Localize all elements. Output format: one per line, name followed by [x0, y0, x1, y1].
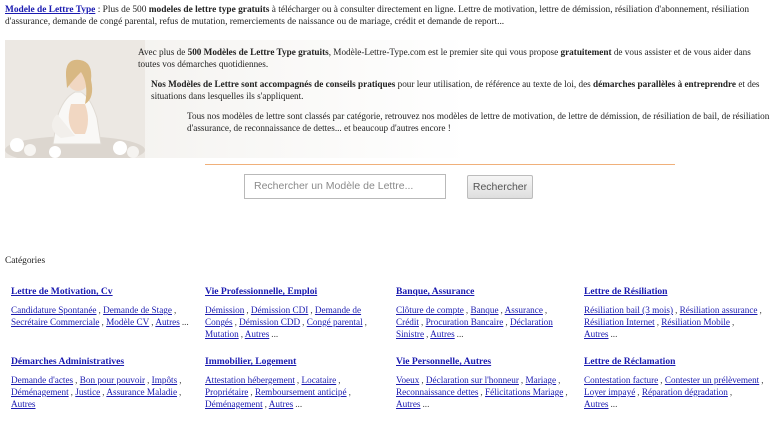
- more-ellipsis: ...: [610, 399, 618, 409]
- banner-bold: démarches parallèles à entreprendre: [593, 79, 737, 89]
- category-link[interactable]: Démission CDD: [239, 317, 301, 327]
- category-links: [584, 374, 764, 410]
- link-separator: ,: [565, 387, 568, 397]
- link-separator: ,: [240, 329, 245, 339]
- category-link[interactable]: Démission: [205, 305, 245, 315]
- category-links: [205, 374, 385, 410]
- category-link[interactable]: Procuration Bancaire: [425, 317, 504, 327]
- category-block: [205, 286, 385, 340]
- category-link[interactable]: Déclaration Sinistre: [396, 317, 553, 339]
- category-title-link[interactable]: Lettre de Motivation, Cv: [11, 286, 113, 297]
- category-link[interactable]: Autres: [430, 329, 455, 339]
- link-separator: ,: [637, 387, 642, 397]
- intro-text-1: : Plus de 500: [95, 5, 149, 15]
- link-separator: ,: [179, 387, 182, 397]
- link-separator: ,: [544, 305, 548, 315]
- link-separator: ,: [426, 329, 431, 339]
- category-link[interactable]: Clôture de compte: [396, 305, 464, 315]
- category-link[interactable]: Modèle CV: [106, 317, 150, 327]
- category-link[interactable]: Assurance: [504, 305, 543, 315]
- link-separator: ,: [179, 375, 182, 385]
- category-link[interactable]: Demande de Stage: [103, 305, 172, 315]
- category-heading: [396, 286, 576, 298]
- category-link[interactable]: Déménagement: [205, 399, 263, 409]
- link-separator: ,: [500, 305, 505, 315]
- category-block: [11, 286, 191, 328]
- link-separator: ,: [264, 399, 269, 409]
- link-separator: ,: [246, 305, 251, 315]
- more-ellipsis: ...: [181, 317, 189, 327]
- banner-text: , Modèle-Lettre-Type.com est le premier site qui vous propose: [328, 47, 561, 57]
- category-link[interactable]: Autres: [584, 329, 609, 339]
- category-block: [584, 286, 764, 340]
- category-link[interactable]: Résiliation Mobile: [661, 317, 730, 327]
- category-links: [205, 304, 385, 340]
- category-link[interactable]: Propriétaire: [205, 387, 249, 397]
- banner-text: de vous assister et de vous aider dans toutes vos démarches quotidiennes.: [138, 47, 751, 70]
- link-separator: ,: [731, 317, 735, 327]
- more-ellipsis: ...: [456, 329, 464, 339]
- link-separator: ,: [348, 387, 351, 397]
- category-link[interactable]: Autres: [155, 317, 180, 327]
- link-separator: ,: [75, 375, 80, 385]
- category-block: [584, 356, 764, 410]
- link-separator: ,: [656, 317, 662, 327]
- orange-divider: [205, 164, 675, 165]
- category-title-link[interactable]: Vie Personnelle, Autres: [396, 356, 492, 367]
- category-heading: [584, 286, 764, 298]
- banner-bold: 500 Modèles de Lettre Type gratuits: [187, 47, 329, 57]
- category-link[interactable]: Impôts: [151, 375, 178, 385]
- more-ellipsis: ...: [610, 329, 618, 339]
- category-link[interactable]: Résiliation bail (3 mois): [584, 305, 674, 315]
- link-separator: ,: [520, 375, 526, 385]
- category-links: [11, 304, 191, 328]
- link-separator: ,: [675, 305, 680, 315]
- link-separator: ,: [505, 317, 510, 327]
- woman-illustration: [5, 40, 145, 158]
- category-heading: [584, 356, 764, 368]
- link-separator: ,: [98, 305, 104, 315]
- intro-text-2: à télécharger ou à consulter directement en ligne. Lettre de motivation, lettre de démission, résiliation d'abonnement, résiliation d'assurance, demande de congé parental, refus de mutation, remerciements de naissance ou de mariage, crédit et demande de report...: [5, 5, 750, 27]
- category-links: [11, 374, 191, 410]
- intro-bold: modeles de lettre type gratuits: [148, 5, 270, 15]
- category-link[interactable]: Déclaration sur l'honneur: [425, 375, 519, 385]
- category-link[interactable]: Remboursement anticipé: [254, 387, 347, 397]
- category-link[interactable]: Autres: [396, 399, 421, 409]
- category-title-link[interactable]: Vie Professionnelle, Emploi: [205, 286, 318, 297]
- link-separator: ,: [234, 317, 240, 327]
- category-link[interactable]: Demande d'actes: [11, 375, 74, 385]
- link-separator: ,: [151, 317, 156, 327]
- category-link[interactable]: Autres: [268, 399, 294, 409]
- category-title-link[interactable]: Banque, Assurance: [396, 286, 475, 297]
- banner-text: pour leur utilisation, de référence au texte de loi, des: [395, 79, 594, 89]
- category-link[interactable]: Crédit: [396, 317, 419, 327]
- link-separator: ,: [465, 305, 471, 315]
- intro-paragraph: [5, 4, 773, 28]
- category-link[interactable]: Contester un prélèvement: [664, 375, 760, 385]
- link-separator: ,: [296, 375, 302, 385]
- banner-text: et des situations dans lesquelles ils s'appliquent.: [151, 79, 760, 102]
- category-link[interactable]: Locataire: [301, 375, 337, 385]
- category-link[interactable]: Reconnaissance dettes: [396, 387, 479, 397]
- category-link[interactable]: Bon pour pouvoir: [79, 375, 146, 385]
- banner-paragraph-2: [151, 78, 775, 103]
- category-heading: [205, 286, 385, 298]
- category-link[interactable]: Réparation dégradation: [641, 387, 728, 397]
- link-separator: ,: [147, 375, 152, 385]
- category-links: [584, 304, 764, 340]
- more-ellipsis: ...: [271, 329, 279, 339]
- link-separator: ,: [101, 317, 107, 327]
- category-block: [396, 286, 576, 340]
- category-title-link[interactable]: Démarches Administratives: [11, 356, 125, 367]
- category-heading: [396, 356, 576, 368]
- category-heading: [11, 356, 191, 368]
- category-heading: [205, 356, 385, 368]
- category-link[interactable]: Loyer impayé: [584, 387, 636, 397]
- banner-text: Avec plus de: [138, 47, 188, 57]
- link-separator: ,: [310, 305, 315, 315]
- link-separator: ,: [558, 375, 561, 385]
- link-separator: ,: [173, 305, 177, 315]
- category-link[interactable]: Assurance Maladie: [106, 387, 178, 397]
- link-separator: ,: [338, 375, 341, 385]
- category-links: [396, 374, 576, 410]
- more-ellipsis: ...: [295, 399, 303, 409]
- category-link[interactable]: Candidature Spontanée: [11, 305, 97, 315]
- site-link[interactable]: Modele de Lettre Type: [5, 5, 96, 15]
- category-link[interactable]: Attestation hébergement: [205, 375, 295, 385]
- category-title-link[interactable]: Lettre de Résiliation: [584, 286, 668, 297]
- link-separator: ,: [364, 317, 367, 327]
- category-link[interactable]: Autres: [11, 399, 36, 409]
- category-link[interactable]: Demande de Congés: [205, 305, 362, 327]
- category-block: [11, 356, 191, 410]
- category-title-link[interactable]: Immobilier, Logement: [205, 356, 297, 367]
- link-separator: ,: [70, 387, 76, 397]
- category-link[interactable]: Mariage: [525, 375, 557, 385]
- link-separator: ,: [102, 387, 107, 397]
- category-link[interactable]: Démission CDI: [250, 305, 309, 315]
- link-separator: ,: [660, 375, 665, 385]
- category-link[interactable]: Félicitations Mariage: [485, 387, 564, 397]
- link-separator: ,: [480, 387, 485, 397]
- link-separator: ,: [761, 375, 764, 385]
- category-block: [205, 356, 385, 410]
- banner-bold: gratuitement: [560, 47, 612, 57]
- categories-heading: Catégories: [5, 256, 46, 266]
- category-link[interactable]: Justice: [75, 387, 101, 397]
- category-title-link[interactable]: Lettre de Réclamation: [584, 356, 676, 367]
- woman-photo: [5, 40, 145, 158]
- category-link[interactable]: Autres: [244, 329, 270, 339]
- category-link[interactable]: Secrétaire Commerciale: [11, 317, 100, 327]
- search-input[interactable]: Rechercher un Modèle de Lettre...: [244, 174, 446, 199]
- search-button[interactable]: Rechercher: [467, 175, 533, 199]
- link-separator: ,: [302, 317, 307, 327]
- category-link[interactable]: Contestation facture: [584, 375, 659, 385]
- hero-banner: [5, 40, 777, 158]
- category-block: [396, 356, 576, 410]
- link-separator: ,: [759, 305, 762, 315]
- category-link[interactable]: Déménagement: [11, 387, 69, 397]
- category-link[interactable]: Autres: [584, 399, 609, 409]
- category-heading: [11, 286, 191, 298]
- category-link[interactable]: Congé parental: [306, 317, 363, 327]
- banner-bold: Nos Modèles de Lettre sont accompagnés de conseils pratiques: [151, 79, 396, 89]
- more-ellipsis: ...: [422, 399, 430, 409]
- banner-paragraph-3: Tous nos modèles de lettre sont classés par catégorie, retrouvez nos modèles de lettre de motivation, de lettre de démission, de résiliation de bail, de résiliation d'assurance, de reconnaissance de dettes... et beaucoup d'autres encore !: [187, 111, 770, 134]
- category-link[interactable]: Résiliation Internet: [584, 317, 655, 327]
- category-link[interactable]: Banque: [470, 305, 499, 315]
- category-link[interactable]: Résiliation assurance: [679, 305, 758, 315]
- link-separator: ,: [420, 317, 426, 327]
- link-separator: ,: [421, 375, 426, 385]
- banner-paragraph-1: [138, 46, 774, 71]
- category-link[interactable]: Voeux: [396, 375, 420, 385]
- link-separator: ,: [250, 387, 255, 397]
- category-links: [396, 304, 576, 340]
- category-link[interactable]: Mutation: [205, 329, 239, 339]
- link-separator: ,: [729, 387, 733, 397]
